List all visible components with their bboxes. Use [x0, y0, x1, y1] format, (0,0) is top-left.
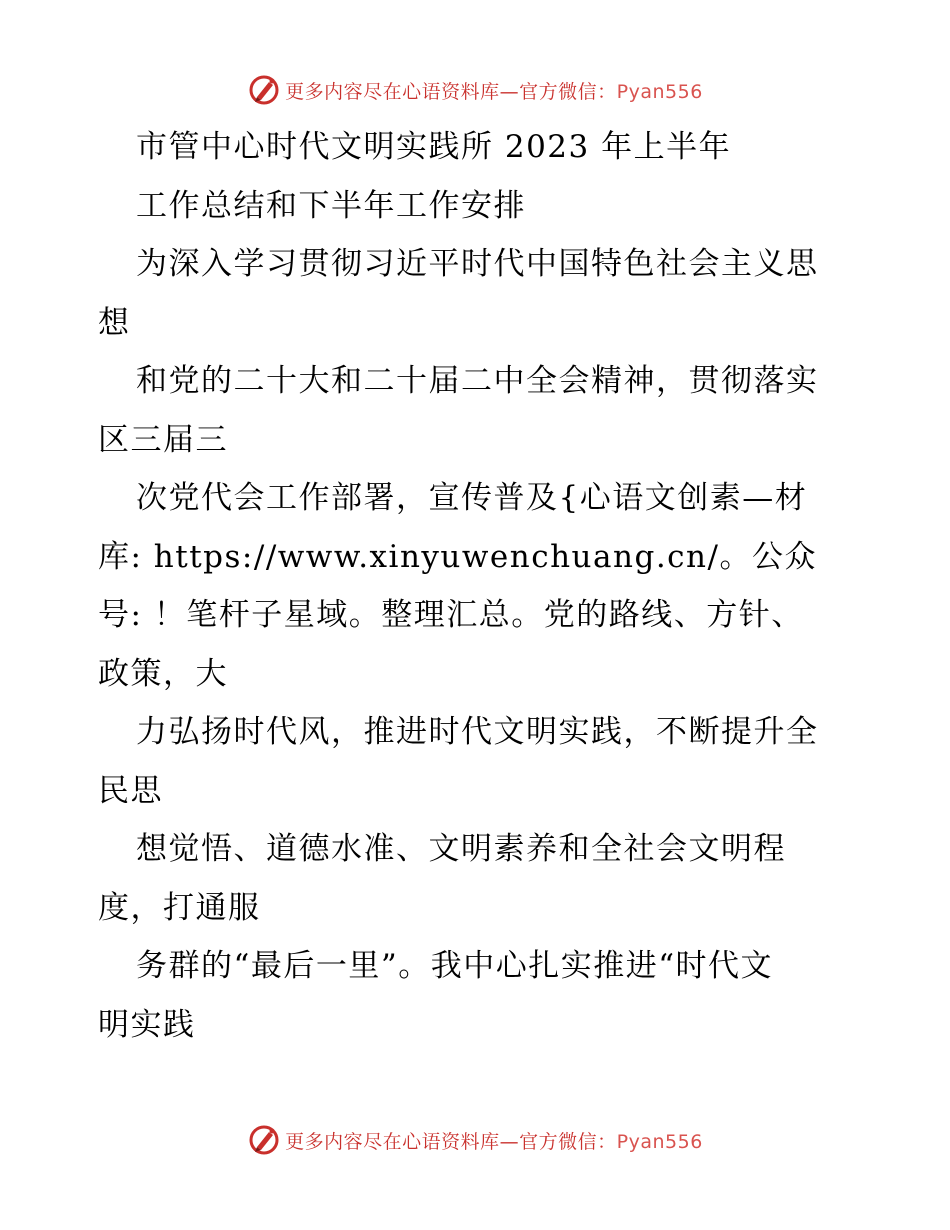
watermark-account: Pyan556	[616, 1130, 703, 1153]
text-line: 号: ！笔杆子星域。整理汇总。党的路线、方针、	[98, 597, 804, 633]
text-line: 想觉悟、道德水准、文明素养和全社会文明程	[136, 831, 786, 867]
text-line: 区三届三	[98, 421, 228, 458]
pen-logo-icon	[247, 1123, 281, 1157]
pen-logo-icon	[247, 73, 281, 107]
text-line: 力弘扬时代风，推进时代文明实践，不断提升全	[136, 714, 819, 750]
text-line: 为深入学习贯彻习近平时代中国特色社会主义思	[136, 246, 819, 282]
footer-watermark-banner	[0, 1120, 950, 1160]
text-line: 务群的“最后一里”。我中心扎实推进“时代文	[136, 948, 774, 984]
text-line: 明实践	[98, 1006, 196, 1043]
watermark-account: Pyan556	[616, 80, 703, 103]
text-line: 政策，大	[98, 655, 228, 692]
text-line: 想	[98, 304, 131, 341]
text-line: 民思	[98, 772, 163, 809]
header-watermark-banner	[0, 70, 950, 110]
watermark-text: 更多内容尽在心语资料库—官方微信：Pyan556	[285, 1130, 703, 1153]
watermark-text: 更多内容尽在心语资料库—官方微信：Pyan556	[285, 80, 703, 103]
text-line: 度，打通服	[98, 889, 261, 926]
document-body	[98, 118, 898, 1054]
text-line: 库: https://www.xinyuwenchuang.cn/。公众	[98, 538, 817, 575]
text-line: 和党的二十大和二十届二中全会精神，贯彻落实	[136, 363, 819, 399]
text-line: 市管中心时代文明实践所 2023 年上半年	[136, 129, 732, 165]
text-line: 次党代会工作部署，宣传普及{心语文创素—材	[136, 480, 808, 516]
text-line: 工作总结和下半年工作安排	[136, 187, 526, 224]
